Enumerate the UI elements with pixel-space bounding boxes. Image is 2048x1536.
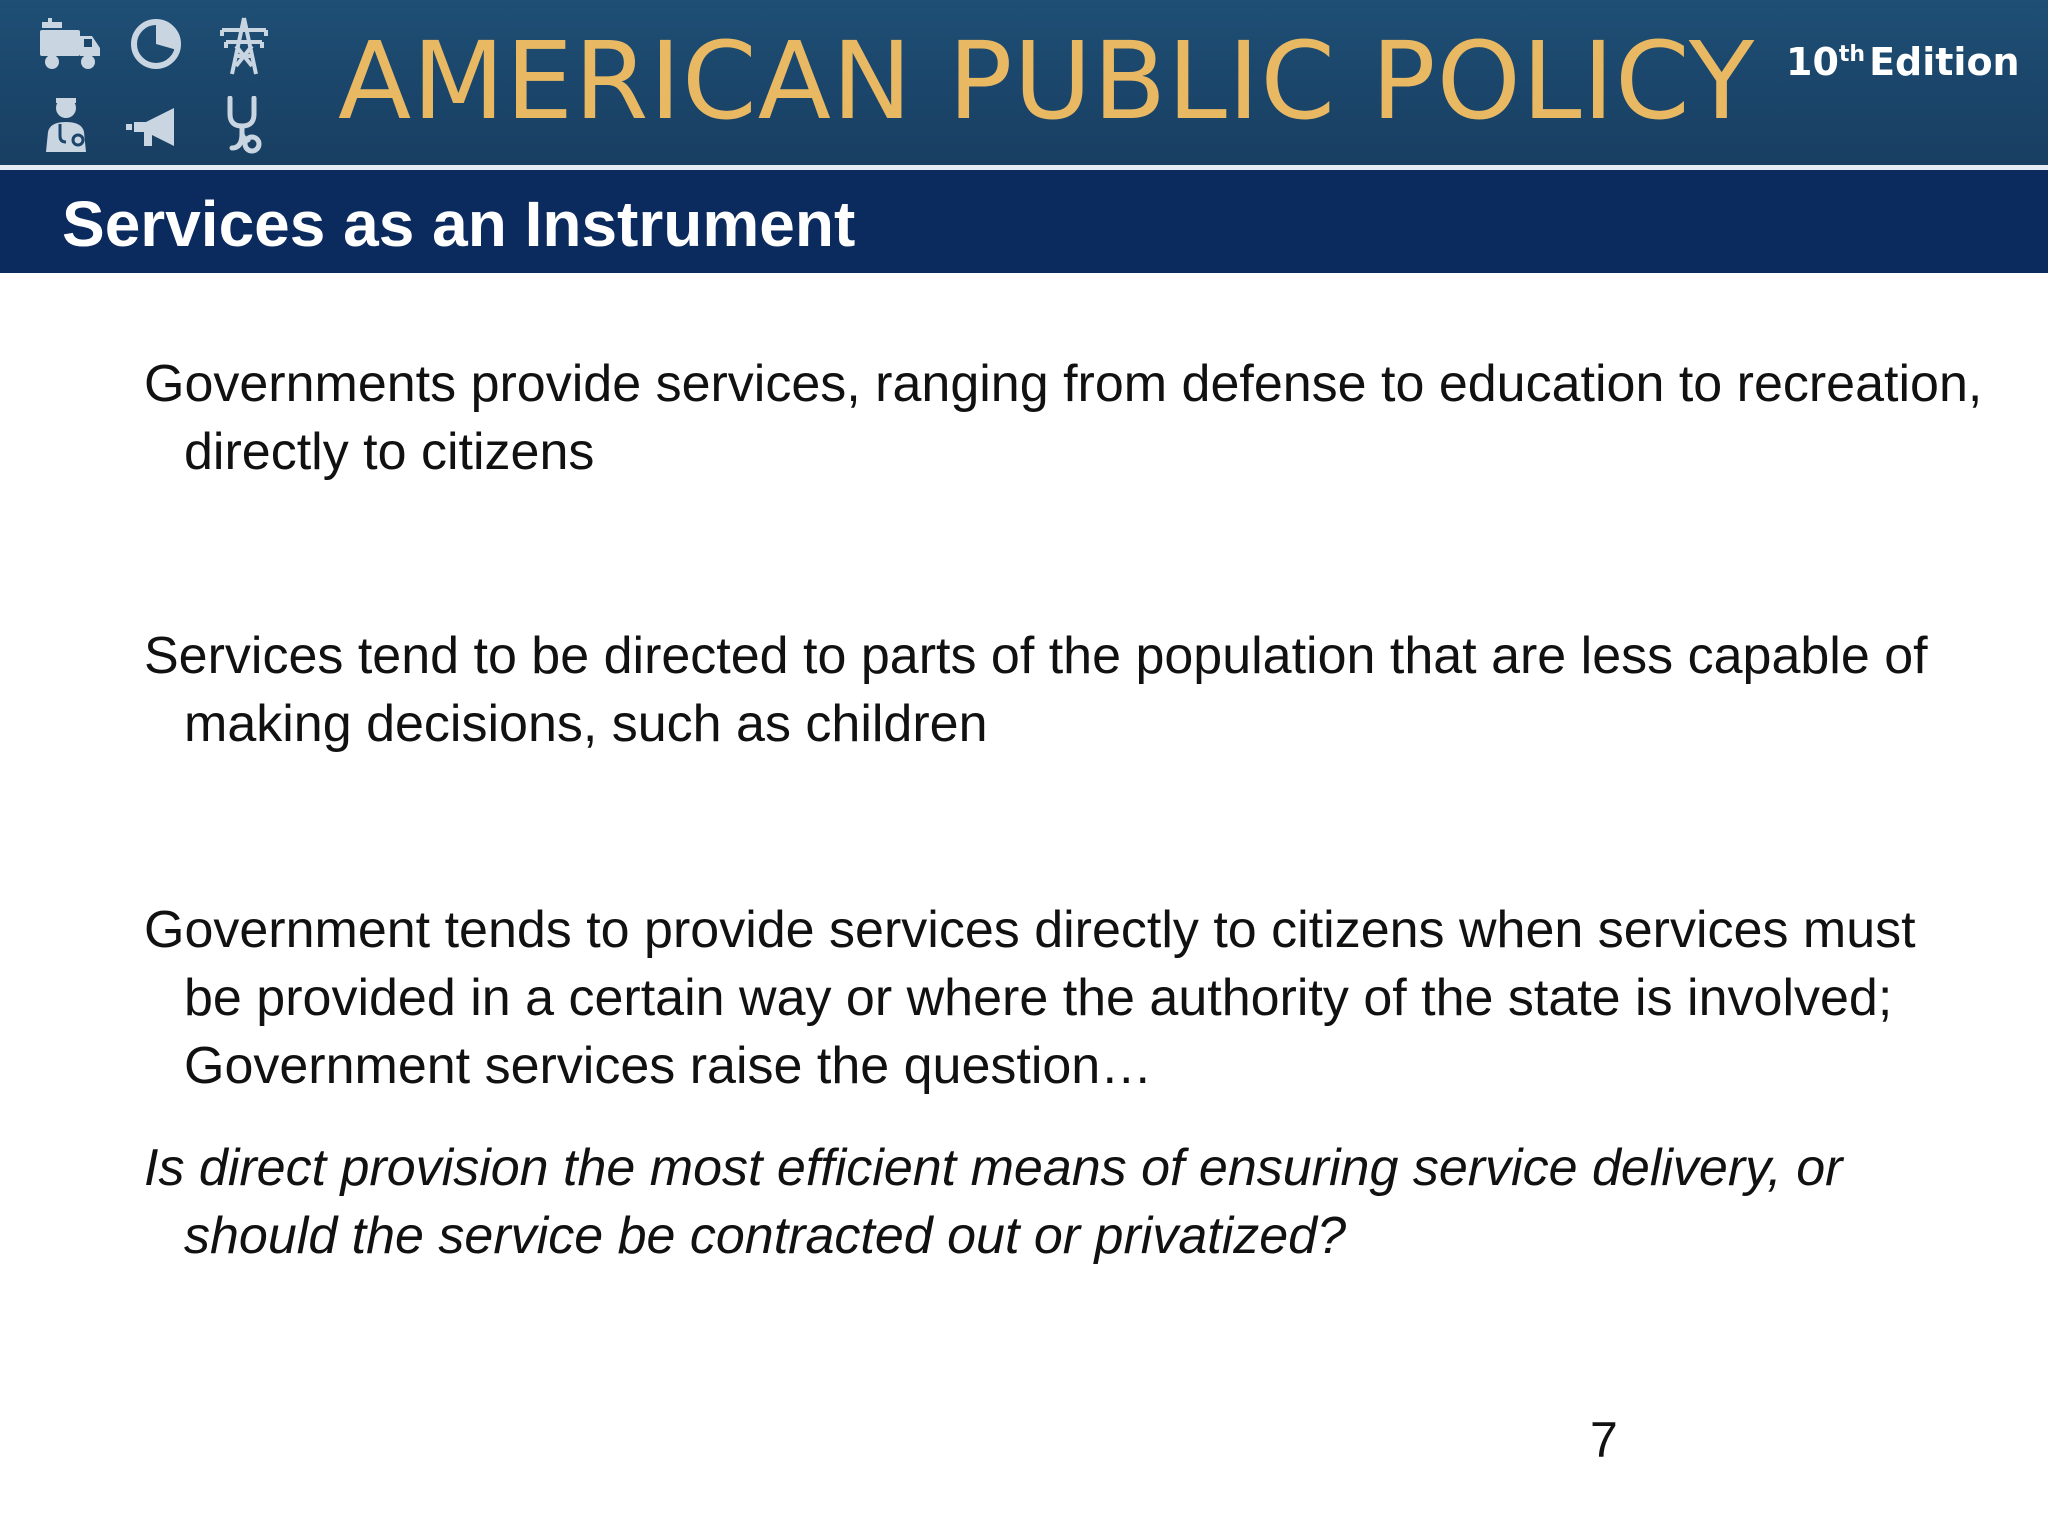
power-tower-icon: [208, 16, 280, 76]
paragraph-services-directed: Services tend to be directed to parts of the population that are less capable of making decisions, such as children: [144, 627, 1928, 753]
page-number: 7: [1590, 1412, 1618, 1468]
stethoscope-icon: [208, 96, 280, 156]
header-banner: [0, 0, 2048, 165]
paragraph-direct-provision: Government tends to provide services directly to citizens when services must be provided in a certain way or where the authority of the state is involved; Government services raise the question…: [144, 901, 1916, 1095]
header-icon-grid: [36, 16, 288, 156]
megaphone-icon: [122, 100, 194, 160]
paragraph-efficiency-question: Is direct provision the most efficient means of ensuring service delivery, or should the service be contracted out or privatized?: [144, 1139, 1843, 1265]
edition-word: Edition: [1869, 40, 2020, 84]
title-bar: [0, 170, 2048, 273]
brand-title: AMERICAN PUBLIC POLICY: [338, 20, 1756, 144]
pie-chart-icon: [122, 16, 194, 76]
fire-truck-icon: [36, 18, 108, 78]
doctor-icon: [36, 94, 108, 154]
edition-number: 10: [1786, 40, 1839, 84]
slide-title: Services as an Instrument: [62, 188, 856, 260]
paragraph-services-provided: Governments provide services, ranging from defense to education to recreation, directly to citizens: [144, 355, 1983, 481]
edition-label: [1786, 30, 2020, 87]
edition-suffix: th: [1838, 42, 1866, 67]
